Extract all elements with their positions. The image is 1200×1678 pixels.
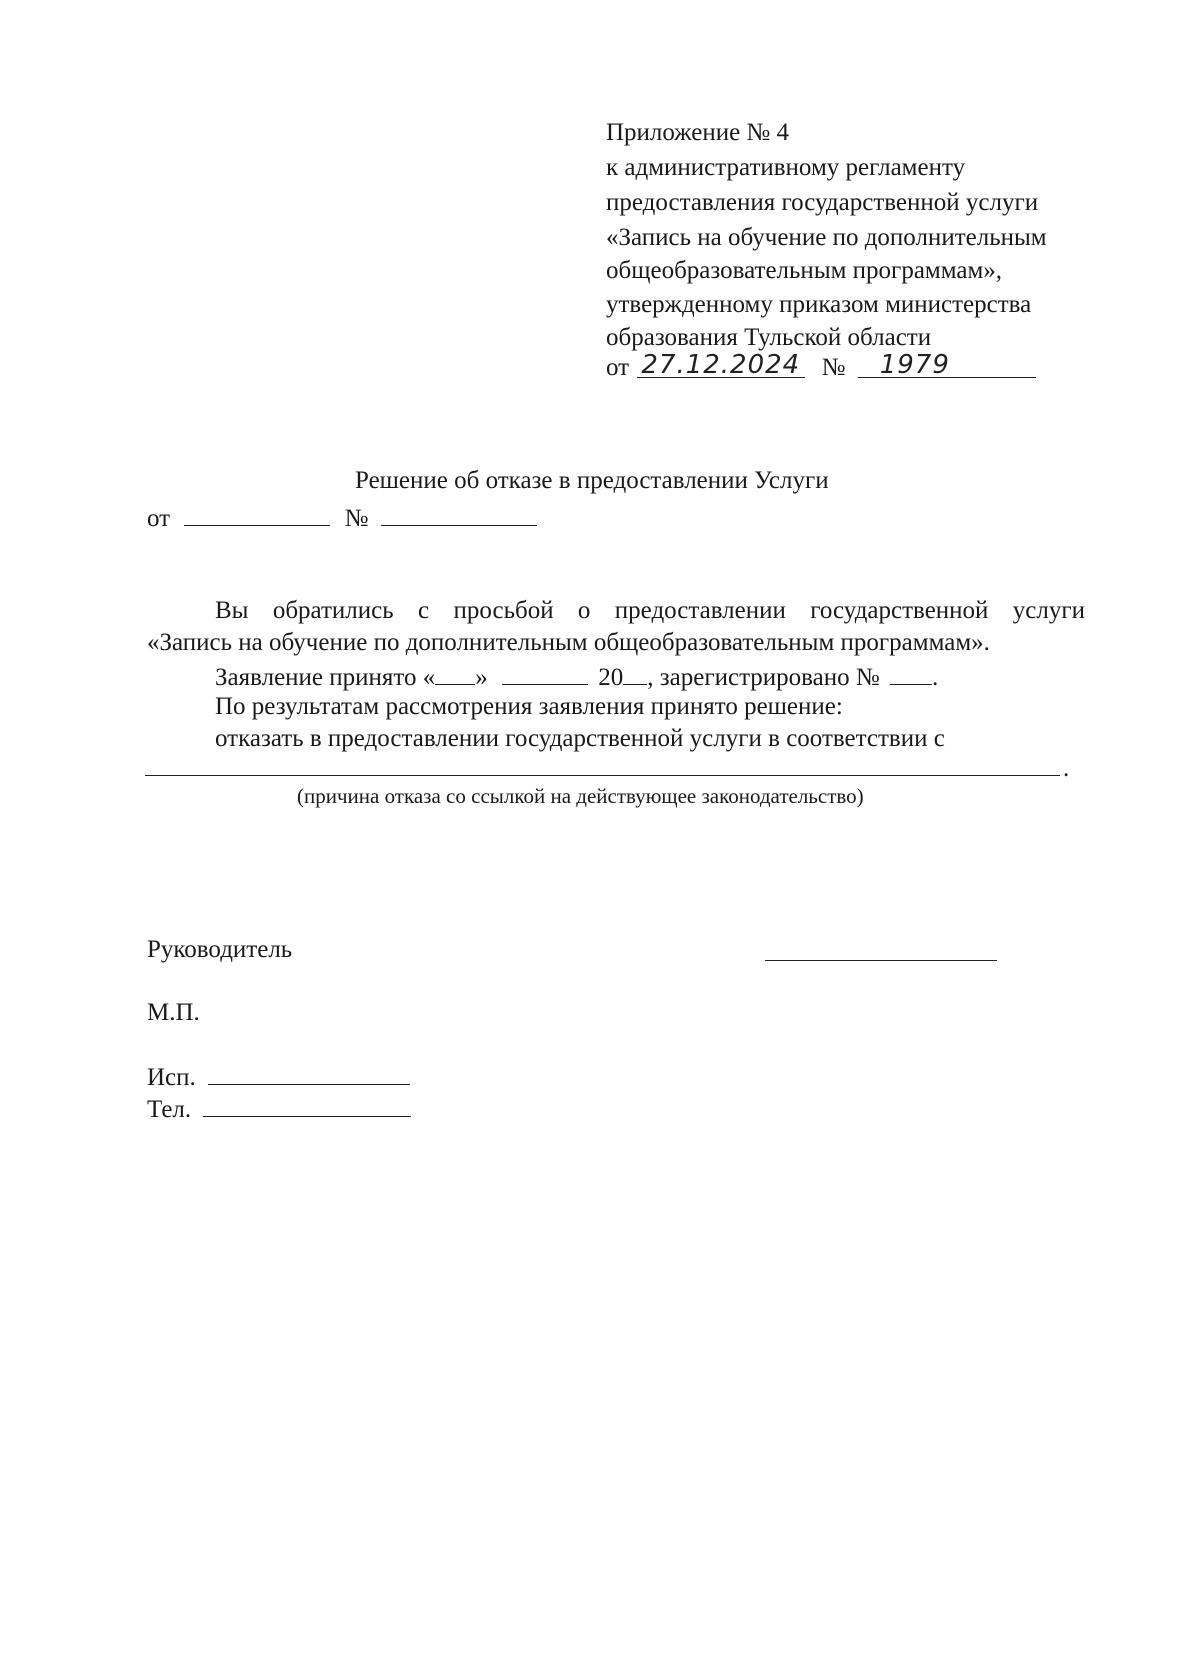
accepted-quote-close: »: [475, 664, 488, 691]
reason-blank-line: [145, 775, 1060, 776]
appendix-line: образования Тульской области: [606, 324, 932, 351]
order-date-field: [637, 350, 805, 380]
reason-caption: (причина отказа со ссылкой на действующее законодательство): [297, 784, 864, 808]
decision-title: Решение об отказе в предоставлении Услуги: [355, 467, 829, 494]
decision-from-label: от: [147, 505, 171, 532]
order-number-handwritten: 1979: [879, 350, 950, 380]
phone-label: Тел.: [147, 1096, 192, 1123]
accepted-month-blank: [502, 662, 588, 685]
appendix-line: утвержденному приказом министерства: [606, 291, 1032, 318]
phone-line: [147, 1094, 411, 1122]
head-signature-line: [765, 960, 997, 961]
head-label: Руководитель: [147, 936, 293, 963]
reason-line-end: .: [1063, 755, 1070, 782]
appendix-order-ref: [606, 350, 1036, 381]
refuse-line: отказать в предоставлении государственной услуги в соответствии с: [215, 725, 945, 752]
accepted-prefix: Заявление принято «: [215, 664, 436, 691]
appendix-title: Приложение № 4: [606, 119, 790, 146]
accepted-end: .: [931, 664, 939, 691]
order-number-field: [858, 350, 1036, 380]
appendix-line: общеобразовательным программам»,: [606, 257, 1003, 284]
body-paragraph-line2: «Запись на обучение по дополнительным общеобразовательным программам».: [147, 629, 990, 656]
executor-label: Исп.: [147, 1064, 196, 1091]
accepted-year-blank: [623, 662, 647, 685]
accepted-registered-label: , зарегистрировано №: [647, 664, 880, 691]
accepted-day-blank: [435, 662, 475, 685]
phone-blank: [203, 1094, 411, 1117]
appendix-line: предоставления государственной услуги: [606, 189, 1039, 216]
decision-number-blank: [381, 503, 537, 526]
decision-date-blank: [184, 503, 330, 526]
application-accepted-line: [215, 662, 938, 690]
accepted-year-prefix: 20: [598, 664, 624, 691]
decision-number-label: №: [344, 505, 369, 532]
appendix-line: «Запись на обучение по дополнительным: [606, 224, 1047, 251]
decision-ref-line: [147, 503, 537, 531]
order-date-handwritten: 27.12.2024: [641, 350, 801, 380]
registration-number-blank: [890, 662, 932, 685]
result-line: По результатам рассмотрения заявления принято решение:: [215, 693, 843, 720]
executor-blank: [208, 1062, 410, 1085]
body-paragraph-line1: Вы обратились с просьбой о предоставлении государственной услуги: [215, 597, 1085, 624]
appendix-line: к административному регламенту: [606, 154, 966, 181]
order-number-sign: №: [821, 354, 846, 381]
order-date-prefix: от: [606, 354, 630, 381]
stamp-label: М.П.: [147, 999, 200, 1026]
executor-line: [147, 1062, 410, 1090]
